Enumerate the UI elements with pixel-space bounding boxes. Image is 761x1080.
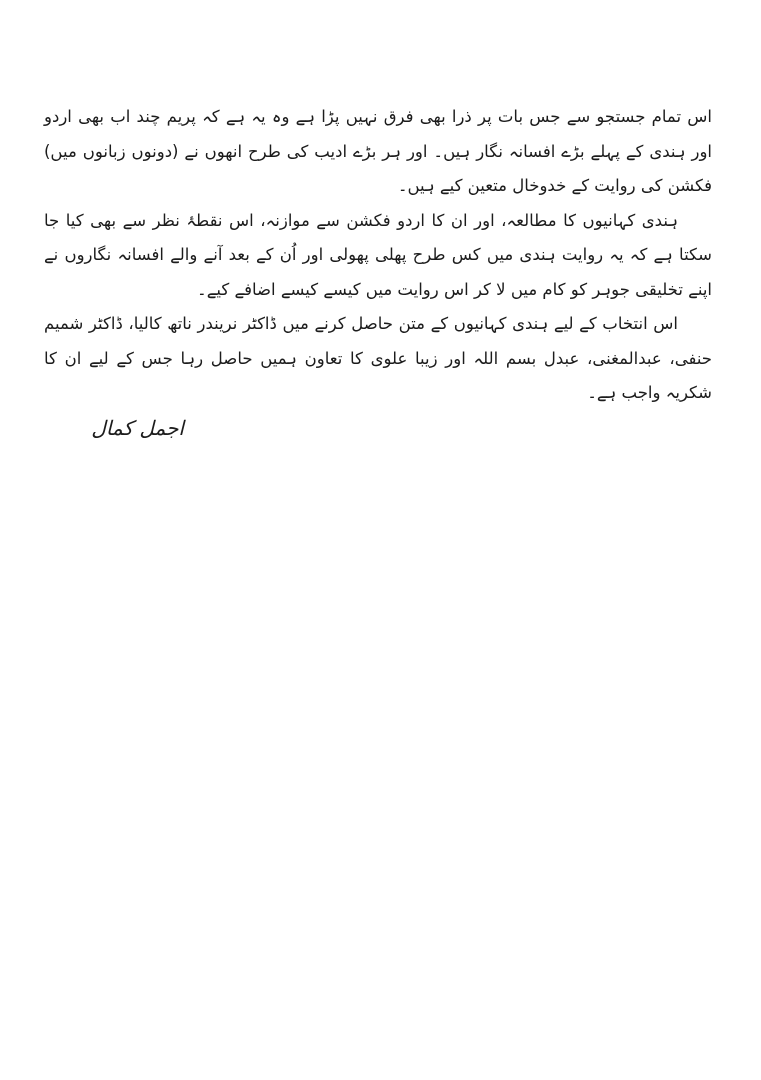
paragraph-1: اس تمام جستجو سے جس بات پر ذرا بھی فرق نہیں پڑا ہے وہ یہ ہے کہ پریم چند اب بھی اردو اور ہندی کے پہلے بڑے افسانہ نگار ہیں۔ اور ہر بڑے ادیب کی طرح انھوں نے (دونوں زبانوں میں) فکشن کی روایت کے خدوخال متعین کیے ہیں۔ [44,107,712,195]
paragraph-3: اس انتخاب کے لیے ہندی کہانیوں کے متن حاصل کرنے میں ڈاکٹر نریندر ناتھ کالیا، ڈاکٹر شمیم حنفی، عبدالمغنی، عبدل بسم اللہ اور زیبا علوی کا تعاون ہمیں حاصل رہا جس کے لیے ان کا شکریہ واجب ہے۔ [44,314,712,402]
author-signature: اجمل کمال [91,416,184,440]
paragraph-2: ہندی کہانیوں کا مطالعہ، اور ان کا اردو فکشن سے موازنہ، اس نقطۂ نظر سے بھی کیا جا سکتا ہے کہ یہ روایت ہندی میں کس طرح پھلی پھولی اور اُن کے بعد آنے والے افسانہ نگاروں نے اپنے تخلیقی جوہر کو کام میں لا کر اس روایت میں کیسے کیسے اضافے کیے۔ [44,210,712,299]
document-body [44,100,712,411]
